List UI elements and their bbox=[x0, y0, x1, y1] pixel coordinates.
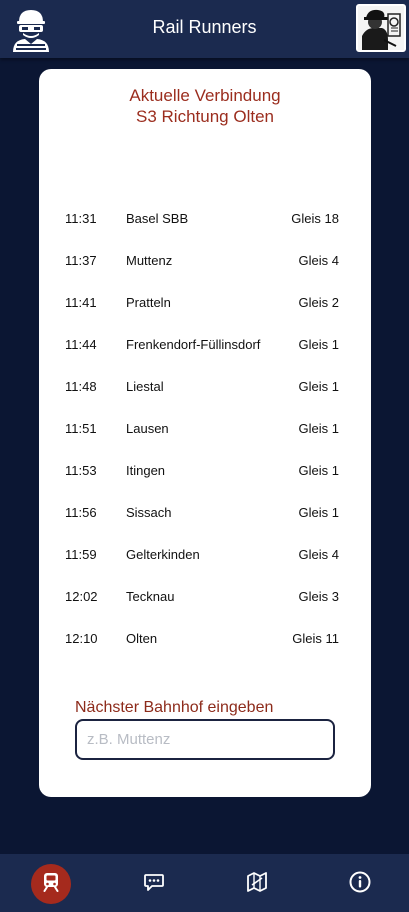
stop-track: Gleis 3 bbox=[298, 589, 339, 604]
next-station-input[interactable] bbox=[75, 719, 335, 760]
stop-row bbox=[39, 547, 371, 589]
detective-logo-icon[interactable] bbox=[356, 4, 406, 52]
stop-row bbox=[39, 421, 371, 463]
stop-station: Olten bbox=[126, 631, 158, 646]
stop-list bbox=[39, 211, 371, 673]
stop-station: Itingen bbox=[126, 463, 166, 478]
stop-station: Sissach bbox=[126, 505, 172, 520]
stop-station: Tecknau bbox=[126, 589, 175, 604]
stop-track: Gleis 1 bbox=[298, 463, 339, 478]
next-station-label: Nächster Bahnhof eingeben bbox=[75, 699, 274, 716]
connection-card bbox=[39, 69, 371, 797]
stop-station: Basel SBB bbox=[126, 211, 189, 226]
stop-row bbox=[39, 379, 371, 421]
stop-row bbox=[39, 295, 371, 337]
connection-title bbox=[39, 85, 371, 127]
bottom-nav bbox=[0, 854, 409, 912]
stop-time: 11:56 bbox=[65, 505, 97, 520]
stop-time: 11:31 bbox=[65, 211, 97, 226]
stop-station: Gelterkinden bbox=[126, 547, 200, 562]
stop-track: Gleis 1 bbox=[298, 505, 339, 520]
stop-row bbox=[39, 505, 371, 547]
stop-track: Gleis 1 bbox=[298, 421, 339, 436]
stop-time: 11:44 bbox=[65, 337, 97, 352]
stop-station: Muttenz bbox=[126, 253, 173, 268]
stop-track: Gleis 4 bbox=[298, 547, 339, 562]
nav-train-button[interactable] bbox=[31, 864, 71, 904]
stop-row bbox=[39, 253, 371, 295]
connection-title-line2: S3 Richtung Olten bbox=[136, 107, 274, 126]
stop-track: Gleis 18 bbox=[291, 211, 339, 226]
stop-station: Liestal bbox=[126, 379, 164, 394]
stop-row bbox=[39, 337, 371, 379]
app-title: Rail Runners bbox=[152, 17, 257, 37]
map-icon bbox=[245, 870, 269, 899]
stop-row bbox=[39, 211, 371, 253]
info-icon bbox=[348, 870, 372, 899]
stop-station: Lausen bbox=[126, 421, 169, 436]
stop-row bbox=[39, 463, 371, 505]
stop-time: 12:10 bbox=[65, 631, 98, 646]
train-icon bbox=[39, 870, 63, 899]
stop-time: 11:37 bbox=[65, 253, 97, 268]
chat-icon bbox=[142, 870, 166, 899]
connection-title-line1: Aktuelle Verbindung bbox=[129, 86, 281, 105]
nav-map-button[interactable] bbox=[237, 864, 277, 904]
stop-time: 11:51 bbox=[65, 421, 97, 436]
stop-row bbox=[39, 589, 371, 631]
stop-time: 11:53 bbox=[65, 463, 97, 478]
stop-track: Gleis 11 bbox=[292, 631, 339, 646]
stop-track: Gleis 4 bbox=[298, 253, 339, 268]
stop-track: Gleis 1 bbox=[298, 379, 339, 394]
stop-station: Pratteln bbox=[126, 295, 171, 310]
app-header bbox=[0, 0, 409, 58]
nav-chat-button[interactable] bbox=[134, 864, 174, 904]
stop-time: 11:48 bbox=[65, 379, 97, 394]
stop-track: Gleis 2 bbox=[298, 295, 339, 310]
stop-station: Frenkendorf-Füllinsdorf bbox=[126, 337, 261, 352]
stop-track: Gleis 1 bbox=[298, 337, 339, 352]
nav-info-button[interactable] bbox=[340, 864, 380, 904]
stop-time: 11:59 bbox=[65, 547, 97, 562]
stop-time: 11:41 bbox=[65, 295, 97, 310]
stop-row bbox=[39, 631, 371, 673]
stop-time: 12:02 bbox=[65, 589, 98, 604]
